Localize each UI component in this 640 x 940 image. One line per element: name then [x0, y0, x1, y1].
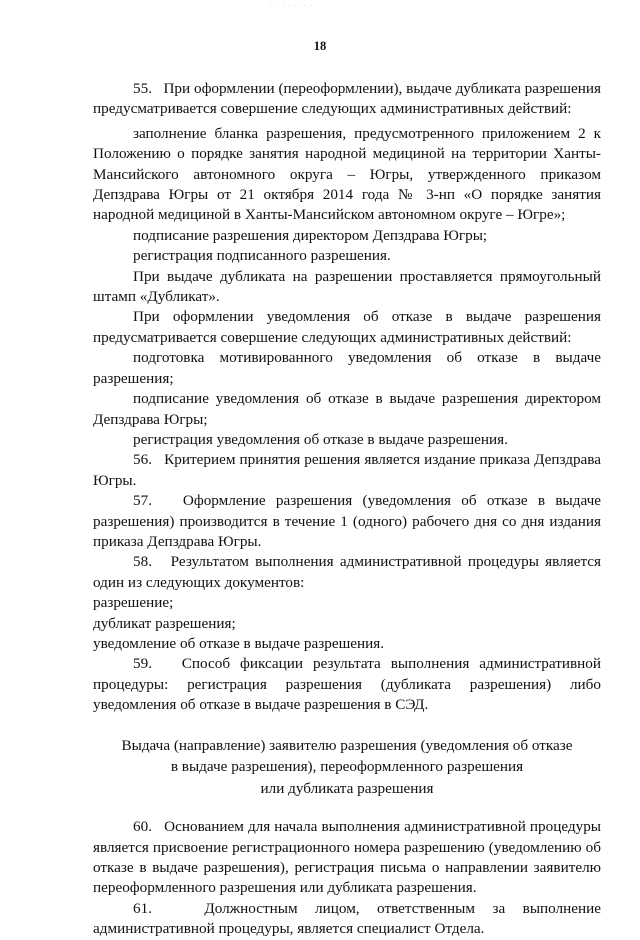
result-item-refusal: уведомление об отказе в выдаче разрешения.: [93, 634, 385, 652]
paragraph-duplicate-stamp: При выдаче дубликата на разрешении проставляется прямоугольный штамп «Дубликат».: [93, 267, 601, 306]
paragraph-55: 55. При оформлении (переоформлении), выдаче дубликата разрешения предусматривается совершение следующих административных действий:: [93, 80, 601, 118]
section-heading-line-1: Выдача (направление) заявителю разрешения (уведомления об отказе: [121, 736, 573, 754]
paragraph-56: 56. Критерием принятия решения является издание приказа Депздрава Югры.: [93, 451, 601, 489]
scan-artifact-mark: · · · · ·· · ·: [270, 2, 314, 10]
section-heading: [93, 735, 601, 800]
paragraph-57: 57. Оформление разрешения (уведомления об отказе в выдаче разрешения) производится в течение 1 (одного) рабочего дня со дня издания приказа Депздрава Югры.: [93, 492, 601, 550]
paragraph-55-item-sign: подписание разрешения директором Депздрава Югры;: [133, 226, 488, 244]
document-body: [93, 79, 601, 940]
paragraph-60: 60. Основанием для начала выполнения административной процедуры является присвоение регистрационного номера разрешению (уведомлению об отказе в выдаче разрешения), регистрация письма о направлении заявителю переоформленного разрешения или дубликата разрешения.: [93, 818, 601, 897]
page-number: 18: [313, 39, 327, 53]
paragraph-55-item-form: заполнение бланка разрешения, предусмотренного приложением 2 к Положению о порядке занятия народной медициной на территории Ханты-Мансийского автономного округа – Югры, утвержденного приказом Депздрава Югры от 21 октября 2014 года № 3-нп «О порядке занятия народной медициной в Ханты-Мансийском автономном округе – Югре»;: [93, 124, 601, 224]
paragraph-refusal-register: регистрация уведомления об отказе в выдаче разрешения.: [133, 430, 508, 448]
paragraph-refusal-sign: подписание уведомления об отказе в выдаче разрешения директором Депздрава Югры;: [93, 390, 601, 428]
paragraph-61: 61. Должностным лицом, ответственным за выполнение административной процедуры, является специалист Отдела.: [93, 899, 601, 938]
section-heading-line-3: или дубликата разрешения: [260, 779, 434, 797]
paragraph-55-item-register: регистрация подписанного разрешения.: [133, 247, 391, 265]
paragraph-refusal-intro: При оформлении уведомления об отказе в выдаче разрешения предусматривается совершение следующих административных действий:: [93, 308, 601, 346]
paragraph-refusal-prepare: подготовка мотивированного уведомления об отказе в выдаче разрешения;: [93, 349, 601, 387]
result-item-duplicate: дубликат разрешения;: [93, 614, 236, 632]
paragraph-58: 58. Результатом выполнения административной процедуры является один из следующих документов:: [93, 553, 601, 591]
section-heading-line-2: в выдаче разрешения), переоформленного разрешения: [170, 758, 524, 776]
paragraph-59: 59. Способ фиксации результата выполнения административной процедуры: регистрация разрешения (дубликата разрешения) либо уведомления об отказе в выдаче разрешения в СЭД.: [93, 655, 601, 714]
result-item-permit: разрешение;: [93, 594, 174, 612]
